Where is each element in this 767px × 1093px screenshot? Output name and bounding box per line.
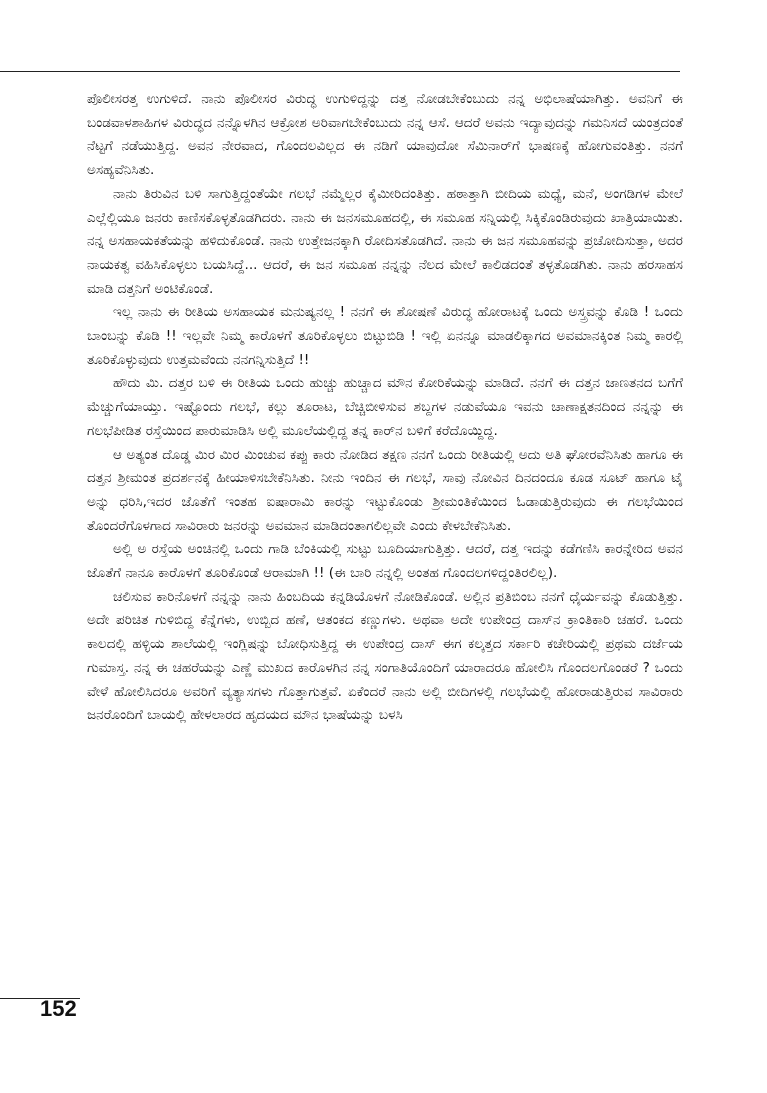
body-text xyxy=(87,88,683,728)
paragraph: ಹೌದು ಮಿ. ದತ್ತರ ಬಳಿ ಈ ರೀತಿಯ ಒಂದು ಹುಚ್ಚು ಹುಚ್ಚಾದ ಮೌನ ಕೋರಿಕೆಯನ್ನು ಮಾಡಿದೆ. ನನಗೆ ಈ ದತ್ತನ ಜಾಣತನದ ಬಗೆಗೆ ಮೆಚ್ಚುಗೆಯಾಯ್ತು. ಇಷ್ಟೊಂದು ಗಲಭೆ, ಕಲ್ಲು ತೂರಾಟ, ಬೆಚ್ಚಿಬೀಳಿಸುವ ಶಬ್ದಗಳ ನಡುವೆಯೂ ಇವನು ಚಾಣಾಕ್ಷತನದಿಂದ ನನ್ನನ್ನು ಈ ಗಲಭೆಪೀಡಿತ ರಸ್ತೆಯಿಂದ ಪಾರುಮಾಡಿಸಿ ಅಲ್ಲಿ ಮೂಲೆಯಲ್ಲಿದ್ದ ತನ್ನ ಕಾರ್‌ನ ಬಳಿಗೆ ಕರೆದೊಯ್ದಿದ್ದ. xyxy=(87,375,683,439)
page-number: 152 xyxy=(40,996,77,1021)
paragraph: ಪೊಲೀಸರತ್ತ ಉಗುಳಿದೆ. ನಾನು ಪೊಲೀಸರ ವಿರುದ್ಧ ಉಗುಳಿದ್ದನ್ನು ದತ್ತ ನೋಡಬೇಕೆಂಬುದು ನನ್ನ ಅಭಿಲಾಷೆಯಾಗಿತ್ತು. ಅವನಿಗೆ ಈ ಬಂಡವಾಳಶಾಹಿಗಳ ವಿರುದ್ಧದ ನನ್ನೊಳಗಿನ ಆಕ್ರೋಶ ಅರಿವಾಗಬೇಕೆಂಬುದು ನನ್ನ ಆಸೆ. ಆದರೆ ಅವನು ಇದ್ಯಾವುದನ್ನು ಗಮನಿಸದೆ ಯಂತ್ರದಂತೆ ನೆಟ್ಟಗೆ ನಡೆಯುತ್ತಿದ್ದ. ಅವನ ನೇರವಾದ, ಗೊಂದಲವಿಲ್ಲದ ಈ ನಡಿಗೆ ಯಾವುದೋ ಸೆಮಿನಾರ್‌ಗೆ ಭಾಷಣಕ್ಕೆ ಹೋಗುವಂತಿತ್ತು. ನನಗೆ ಅಸಹ್ಯವೆನಿಸಿತು. xyxy=(87,91,683,179)
paragraph: ಆ ಅತ್ಯಂತ ದೊಡ್ಡ ಮಿರ ಮಿರ ಮಿಂಚುವ ಕಪ್ಪು ಕಾರು ನೋಡಿದ ತಕ್ಷಣ ನನಗೆ ಒಂದು ರೀತಿಯಲ್ಲಿ ಅದು ಅತಿ ಘೋರವೆನಿಸಿತು ಹಾಗೂ ಈ ದತ್ತನ ಶ್ರೀಮಂತ ಪ್ರದರ್ಶನಕ್ಕೆ ಹೀಯಾಳಿಸಬೇಕೆನಿಸಿತು. ನೀನು ಇಂದಿನ ಈ ಗಲಭೆ, ಸಾವು ನೋವಿನ ದಿನದಂದೂ ಕೂಡ ಸೂಟ್ ಹಾಗೂ ಟೈ ಅನ್ನು ಧರಿಸಿ,ಇದರ ಜೊತೆಗೆ ಇಂತಹ ಐಷಾರಾಮಿ ಕಾರನ್ನು ಇಟ್ಟುಕೊಂಡು ಶ್ರೀಮಂತಿಕೆಯಿಂದ ಓಡಾಡುತ್ತಿರುವುದು ಈ ಗಲಭೆಯಿಂದ ತೊಂದರೆಗೊಳಗಾದ ಸಾವಿರಾರು ಜನರನ್ನು ಅವಮಾನ ಮಾಡಿದಂತಾಗಲಿಲ್ಲವೇ ಎಂದು ಕೇಳಬೇಕೆನಿಸಿತು. xyxy=(87,446,683,534)
header-rule xyxy=(0,71,680,72)
paragraph: ನಾನು ತಿರುವಿನ ಬಳಿ ಸಾಗುತ್ತಿದ್ದಂತೆಯೇ ಗಲಭೆ ನಮ್ಮೆಲ್ಲರ ಕೈಮೀರಿದಂತಿತ್ತು. ಹಠಾತ್ತಾಗಿ ಬೀದಿಯ ಮಧ್ಯೆ, ಮನೆ, ಅಂಗಡಿಗಳ ಮೇಲೆ ಎಲ್ಲೆಲ್ಲಿಯೂ ಜನರು ಕಾಣಿಸಕೊಳ್ಳತೊಡಗಿದರು. ನಾನು ಈ ಜನಸಮೂಹದಲ್ಲಿ, ಈ ಸಮೂಹ ಸನ್ನಿಯಲ್ಲಿ ಸಿಕ್ಕಿಕೊಂಡಿರುವುದು ಖಾತ್ರಿಯಾಯಿತು. ನನ್ನ ಅಸಹಾಯಕತೆಯನ್ನು ಹಳಿದುಕೊಂಡೆ. ನಾನು ಉತ್ತೇಜನಕ್ಕಾಗಿ ರೋದಿಸತೊಡಗಿದೆ. ನಾನು ಈ ಜನ ಸಮೂಹವನ್ನು ಪ್ರಚೋದಿಸುತ್ತಾ, ಅದರ ನಾಯಕತ್ವ ವಹಿಸಿಕೊಳ್ಳಲು ಬಯಸಿದ್ದೆ... ಆದರೆ, ಈ ಜನ ಸಮೂಹ ನನ್ನನ್ನು ನೆಲದ ಮೇಲೆ ಕಾಲಿಡದಂತೆ ತಳ್ಳತೊಡಗಿತು. ನಾನು ಹರಸಾಹಸ ಮಾಡಿ ದತ್ತನಿಗೆ ಅಂಟಿಕೊಂಡೆ. xyxy=(87,185,683,297)
paragraph: ಇಲ್ಲ ನಾನು ಈ ರೀತಿಯ ಅಸಹಾಯಕ ಮನುಷ್ಯನಲ್ಲ ! ನನಗೆ ಈ ಶೋಷಣೆ ವಿರುದ್ಧ ಹೋರಾಟಕ್ಕೆ ಒಂದು ಅಸ್ತ್ರವನ್ನು ಕೊಡಿ ! ಒಂದು ಬಾಂಬನ್ನು ಕೊಡಿ !! ಇಲ್ಲವೇ ನಿಮ್ಮ ಕಾರೊಳಗೆ ತೂರಿಕೊಳ್ಳಲು ಬಿಟ್ಟುಬಿಡಿ ! ಇಲ್ಲಿ ಏನನ್ನೂ ಮಾಡಲಿಕ್ಕಾಗದ ಅವಮಾನಕ್ಕಿಂತ ನಿಮ್ಮ ಕಾರಲ್ಲಿ ತೂರಿಕೊಳ್ಳುವುದು ಉತ್ತಮವೆಂದು ನನಗನ್ನಿಸುತ್ತಿದೆ !! xyxy=(87,304,683,368)
paragraph: ಚಲಿಸುವ ಕಾರಿನೊಳಗೆ ನನ್ನನ್ನು ನಾನು ಹಿಂಬದಿಯ ಕನ್ನಡಿಯೊಳಗೆ ನೋಡಿಕೊಂಡೆ. ಅಲ್ಲಿನ ಪ್ರತಿಬಿಂಬ ನನಗೆ ಧೈರ್ಯವನ್ನು ಕೊಡುತ್ತಿತ್ತು. ಅದೇ ಪರಿಚಿತ ಗುಳಿಬಿದ್ದ ಕೆನ್ನೆಗಳು, ಉಬ್ಬಿದ ಹಣೆ, ಆತಂಕದ ಕಣ್ಣುಗಳು. ಅಥವಾ ಅದೇ ಉಪೇಂದ್ರ ದಾಸ್‌ನ ಕ್ರಾಂತಿಕಾರಿ ಚಹರೆ. ಒಂದು ಕಾಲದಲ್ಲಿ ಹಳ್ಳಿಯ ಶಾಲೆಯಲ್ಲಿ ಇಂಗ್ಲಿಷನ್ನು ಬೋಧಿಸುತ್ತಿದ್ದ ಈ ಉಪೇಂದ್ರ ದಾಸ್ ಈಗ ಕಲ್ಕತ್ತದ ಸರ್ಕಾರಿ ಕಚೇರಿಯಲ್ಲಿ ಪ್ರಥಮ ದರ್ಜೆಯ ಗುಮಾಸ್ತ. ನನ್ನ ಈ ಚಹರೆಯನ್ನು ಎಣ್ಣೆ ಮುಖದ ಕಾರೊಳಗಿನ ನನ್ನ ಸಂಗಾತಿಯೊಂದಿಗೆ ಯಾರಾದರೂ ಹೋಲಿಸಿ ಗೊಂದಲಗೊಂಡರೆ ? ಒಂದು ವೇಳೆ ಹೋಲಿಸಿದರೂ ಅವರಿಗೆ ವ್ಯತ್ಯಾಸಗಳು ಗೊತ್ತಾಗುತ್ತವೆ. ಏಕೆಂದರೆ ನಾನು ಅಲ್ಲಿ ಬೀದಿಗಳಲ್ಲಿ ಗಲಭೆಯಲ್ಲಿ ಹೋರಾಡುತ್ತಿರುವ ಸಾವಿರಾರು ಜನರೊಂದಿಗೆ ಬಾಯಲ್ಲಿ ಹೇಳಲಾರದ ಹೃದಯದ ಮೌನ ಭಾಷೆಯನ್ನು ಬಳಸಿ xyxy=(87,588,683,724)
paragraph: ಅಲ್ಲಿ ಅ ರಸ್ತೆಯ ಅಂಚಿನಲ್ಲಿ ಒಂದು ಗಾಡಿ ಬೆಂಕಿಯಲ್ಲಿ ಸುಟ್ಟು ಬೂದಿಯಾಗುತ್ತಿತ್ತು. ಆದರೆ, ದತ್ತ ಇದನ್ನು ಕಡೆಗಣಿಸಿ ಕಾರನ್ನೇರಿದ ಅವನ ಜೊತೆಗೆ ನಾನೂ ಕಾರೊಳಗೆ ತೂರಿಕೊಂಡೆ ಆರಾಮಾಗಿ !! (ಈ ಬಾರಿ ನನ್ನಲ್ಲಿ ಅಂತಹ ಗೊಂದಲಗಳಿದ್ದಂತಿರಲಿಲ್ಲ). xyxy=(87,541,683,582)
